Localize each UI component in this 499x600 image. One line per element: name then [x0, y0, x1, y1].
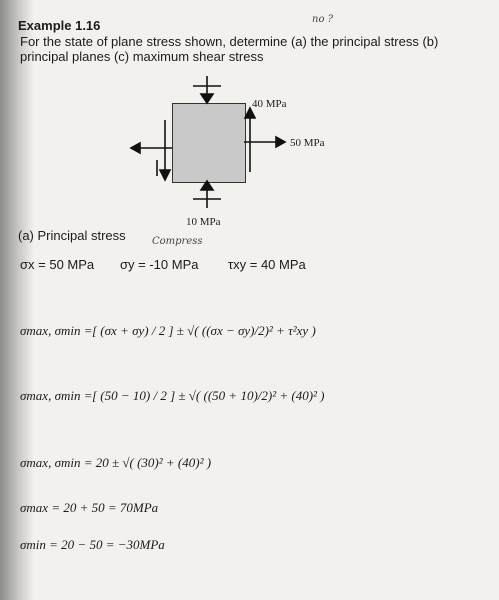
equation-5: σmin = 20 − 50 = −30MPa — [20, 537, 165, 552]
handwritten-compress: Compress — [152, 236, 203, 247]
tau-xy-value: τxy = 40 MPa — [228, 257, 306, 272]
sigma-y-value: σy = -10 MPa — [120, 257, 199, 272]
problem-line-2: principal planes (c) maximum shear stress — [20, 49, 264, 64]
equation-2-lhs: σmax, σmin = — [20, 388, 93, 403]
left-normal-arrowhead — [131, 143, 140, 153]
example-title: Example 1.16 — [18, 18, 101, 33]
equation-1-lhs: σmax, σmin = — [20, 323, 93, 338]
part-a-heading: (a) Principal stress — [18, 228, 126, 243]
label-top-stress: 40 MPa — [252, 98, 287, 110]
sigma-x-value: σx = 50 MPa — [20, 257, 95, 272]
left-shear-arrowhead — [160, 170, 170, 180]
label-right-stress: 50 MPa — [290, 137, 325, 149]
equation-4: σmax = 20 + 50 = 70MPa — [20, 500, 159, 515]
equation-1-rhs: [ (σx + σy) / 2 ] ± √( ((σx − σy)/2)² + τ²xy ) — [92, 323, 316, 338]
label-bottom-stress: 10 MPa — [186, 216, 221, 228]
bottom-normal-arrowhead — [201, 181, 213, 190]
right-normal-arrowhead — [276, 137, 285, 147]
equation-3: σmax, σmin = 20 ± √( (30)² + (40)² ) — [20, 455, 212, 470]
problem-line-1: For the state of plane stress shown, determine (a) the principal stress (b) — [20, 34, 439, 49]
handwritten-note: no ? — [312, 14, 334, 25]
top-normal-arrowhead — [201, 94, 213, 103]
equation-2-rhs: [ (50 − 10) / 2 ] ± √( ((50 + 10)/2)² + (40)² ) — [92, 388, 325, 403]
